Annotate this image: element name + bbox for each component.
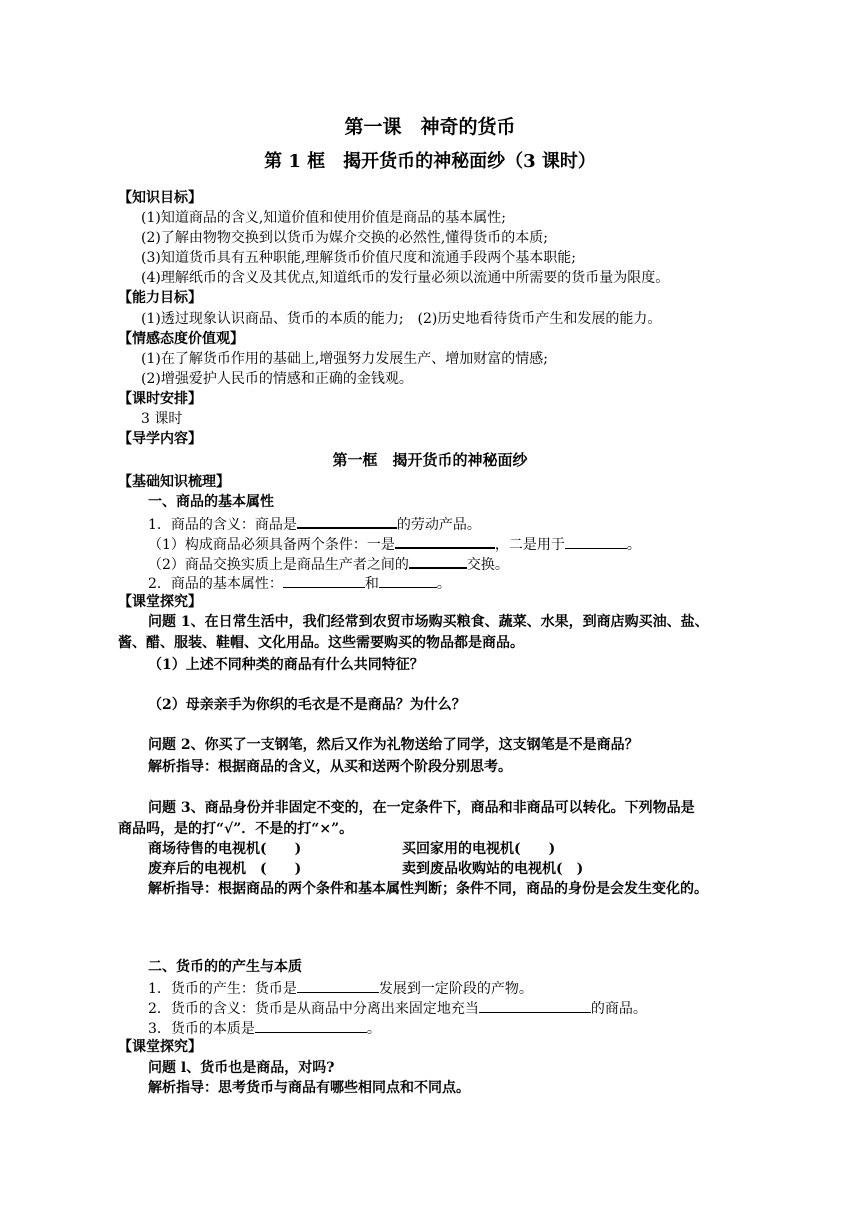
section-title: 第一框 揭开货币的神秘面纱 [332,451,528,469]
money-heading: 二、货币的的产生与本质 [148,959,302,975]
answer-blank[interactable] [409,553,467,569]
judge-item[interactable]: 卖到废品收购站的电视机( ) [402,861,584,877]
fill-line [148,978,533,998]
fill-line [148,1018,381,1038]
fill-text: 发展到一定阶段的产物。 [378,981,533,997]
fill-text: 。 [436,576,451,592]
emotion-heading: 【情感态度价值观】 [118,331,244,347]
emotion-item: (2)增强爱护人民币的情感和正确的金钱观。 [141,371,413,387]
fill-line [148,533,641,554]
guide-heading: 【导学内容】 [118,431,202,447]
judge-item[interactable]: 商场待售的电视机( ) [148,841,302,857]
fill-text: 。 [626,537,641,553]
question-1-cont: 酱、醋、服装、鞋帽、文化用品。这些需要购买的物品都是商品。 [118,635,524,651]
knowledge-item: (1)知道商品的含义,知道价值和使用价值是商品的基本属性; [141,210,506,226]
fill-text: 2．商品的基本属性： [148,576,283,592]
fill-text: ，二是用于 [494,537,565,553]
emotion-item: (1)在了解货币作用的基础上,增强努力发展生产、增加财富的情感; [141,351,548,367]
answer-blank[interactable] [297,513,397,529]
fill-line [148,553,509,574]
fill-text: 的劳动产品。 [396,517,481,533]
answer-blank[interactable] [479,998,591,1013]
ability-heading: 【能力目标】 [118,290,202,306]
question-4: 问题 l、货币也是商品，对吗? [148,1060,335,1076]
commodity-heading: 一、商品的基本属性 [148,494,274,510]
ability-text: (1)透过现象认识商品、货币的本质的能力; (2)历史地看待货币产生和发展的能力。 [141,311,662,327]
question-3: 问题 3、商品身份并非固定不变的，在一定条件下，商品和非商品可以转化。下列物品是 [148,800,695,816]
fill-text: 。 [366,1021,381,1037]
question-1: 问题 1、在日常生活中，我们经常到农贸市场购买粮食、蔬菜、水果，到商店购买油、盐、 [148,614,709,630]
knowledge-item: (4)理解纸币的含义及其优点,知道纸币的发行量必须以流通中所需要的货币量为限度。 [141,270,670,286]
fill-line [148,998,647,1018]
answer-blank[interactable] [283,573,365,588]
fill-text: 交换。 [466,557,509,573]
fill-text: （1）构成商品必须具备两个条件：一是 [148,537,395,553]
question-2-hint: 解析指导：根据商品的含义，从买和送两个阶段分别思考。 [148,759,512,775]
schedule-text: 3 课时 [141,411,183,427]
judge-item[interactable]: 废弃后的电视机 ( ) [148,861,302,877]
answer-blank[interactable] [565,534,627,549]
question-1-sub: （1）上述不同种类的商品有什么共同特征？ [148,657,424,673]
basics-heading: 【基础知识梳理】 [118,474,230,490]
explore-heading: 【课堂探究】 [118,1039,202,1055]
judge-item[interactable]: 买回家用的电视机( ) [402,841,556,857]
answer-blank[interactable] [379,573,437,588]
question-2: 问题 2、你买了一支钢笔，然后又作为礼物送给了同学，这支钢笔是不是商品？ [148,737,639,753]
question-4-hint: 解析指导：思考货币与商品有哪些相同点和不同点。 [148,1080,470,1096]
fill-text: 2．货币的含义：货币是从商品中分离出来固定地充当 [148,1001,479,1017]
answer-blank[interactable] [297,978,379,993]
fill-text: （2）商品交换实质上是商品生产者之间的 [148,557,409,573]
knowledge-item: (2)了解由物物交换到以货币为媒介交换的必然性,懂得货币的本质; [141,230,548,246]
knowledge-item: (3)知道货币具有五种职能,理解货币价值尺度和流通手段两个基本职能; [141,250,576,266]
fill-text: 的商品。 [590,1001,647,1017]
section-subtitle: 第 1 框 揭开货币的神秘面纱（3 课时） [264,151,596,172]
question-3-cont: 商品吗，是的打“√”．不是的打“×”。 [118,821,354,837]
fill-text: 3．货币的本质是 [148,1021,255,1037]
fill-text: 1．商品的含义：商品是 [148,517,297,533]
schedule-heading: 【课时安排】 [118,391,202,407]
explore-heading: 【课堂探究】 [118,594,202,610]
fill-line [148,513,481,534]
fill-line [148,573,451,593]
fill-text: 1．货币的产生：货币是 [148,981,297,997]
answer-blank[interactable] [255,1018,367,1033]
knowledge-heading: 【知识目标】 [118,190,202,206]
lesson-title: 第一课 神奇的货币 [344,116,516,138]
answer-blank[interactable] [395,533,495,549]
question-3-hint: 解析指导：根据商品的两个条件和基本属性判断；条件不同，商品的身份是会发生变化的。 [148,881,708,897]
fill-text: 和 [364,576,379,592]
question-1-sub: （2）母亲亲手为你织的毛衣是不是商品？为什么？ [148,697,466,713]
